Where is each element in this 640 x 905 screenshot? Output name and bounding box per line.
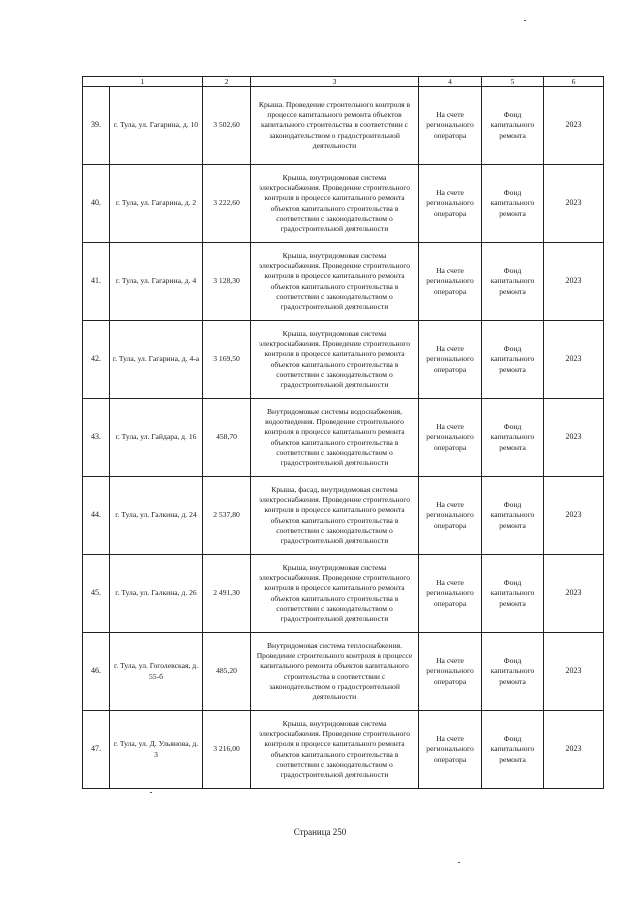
row-area: 458,70 [203, 399, 251, 477]
row-number: 41. [83, 243, 110, 321]
row-works: Крыша, внутридомовая система электроснабжения. Проведение строительного контроля в процессе капитального ремонта объектов капитального строительства в соответствии с законодательством о градостроительной деятельности [251, 165, 419, 243]
row-account: На счете регионального оператора [419, 711, 482, 789]
row-account: На счете регионального оператора [419, 87, 482, 165]
row-account: На счете регионального оператора [419, 555, 482, 633]
row-funding-source: Фонд капитального ремонта [482, 399, 544, 477]
table-row [83, 633, 604, 711]
scan-speck [524, 20, 526, 21]
row-funding-source: Фонд капитального ремонта [482, 165, 544, 243]
row-year: 2023 [544, 243, 604, 321]
row-works: Внутридомовые системы водоснабжения, водоотведения. Проведение строительного контроля в процессе капитального ремонта объектов капитального строительства в соответствии с законодательством о градостроительной деятельности [251, 399, 419, 477]
row-works: Крыша, внутридомовая система электроснабжения. Проведение строительного контроля в процессе капитального ремонта объектов капитального строительства в соответствии с законодательством о градостроительной деятельности [251, 555, 419, 633]
table-row [83, 555, 604, 633]
row-address: г. Тула, ул. Гагарина, д. 4-а [110, 321, 203, 399]
row-account: На счете регионального оператора [419, 243, 482, 321]
row-number: 47. [83, 711, 110, 789]
header-col-5: 5 [482, 77, 544, 87]
row-account: На счете регионального оператора [419, 633, 482, 711]
row-funding-source: Фонд капитального ремонта [482, 711, 544, 789]
row-area: 3 128,30 [203, 243, 251, 321]
row-funding-source: Фонд капитального ремонта [482, 555, 544, 633]
row-funding-source: Фонд капитального ремонта [482, 321, 544, 399]
row-works: Крыша, внутридомовая система электроснабжения. Проведение строительного контроля в процессе капитального ремонта объектов капитального строительства в соответствии с законодательством о градостроительной деятельности [251, 711, 419, 789]
header-col-1: 1 [83, 77, 203, 87]
header-col-6: 6 [544, 77, 604, 87]
row-account: На счете регионального оператора [419, 399, 482, 477]
row-area: 3 169,50 [203, 321, 251, 399]
row-works: Крыша, внутридомовая система электроснабжения. Проведение строительного контроля в процессе капитального ремонта объектов капитального строительства в соответствии с законодательством о градостроительной деятельности [251, 243, 419, 321]
row-number: 44. [83, 477, 110, 555]
row-year: 2023 [544, 87, 604, 165]
row-year: 2023 [544, 711, 604, 789]
table-row [83, 477, 604, 555]
table-row [83, 243, 604, 321]
row-year: 2023 [544, 477, 604, 555]
row-funding-source: Фонд капитального ремонта [482, 477, 544, 555]
page-number: Страница 250 [293, 827, 347, 837]
row-address: г. Тула, ул. Галкина, д. 24 [110, 477, 203, 555]
row-funding-source: Фонд капитального ремонта [482, 243, 544, 321]
row-address: г. Тула, ул. Гагарина, д. 4 [110, 243, 203, 321]
row-year: 2023 [544, 399, 604, 477]
row-address: г. Тула, ул. Галкина, д. 26 [110, 555, 203, 633]
row-account: На счете регионального оператора [419, 477, 482, 555]
row-number: 45. [83, 555, 110, 633]
row-area: 3 216,00 [203, 711, 251, 789]
table-row [83, 165, 604, 243]
row-funding-source: Фонд капитального ремонта [482, 633, 544, 711]
row-year: 2023 [544, 165, 604, 243]
row-address: г. Тула, ул. Гагарина, д. 2 [110, 165, 203, 243]
row-address: г. Тула, ул. Гайдара, д. 16 [110, 399, 203, 477]
row-number: 46. [83, 633, 110, 711]
row-works: Крыша, фасад, внутридомовая система электроснабжения. Проведение строительного контроля в процессе капитального ремонта объектов капитального строительства в соответствии с законодательством о градостроительной деятельности [251, 477, 419, 555]
row-number: 43. [83, 399, 110, 477]
row-year: 2023 [544, 321, 604, 399]
scan-speck [150, 792, 152, 793]
row-works: Крыша. Проведение строительного контроля в процессе капитального ремонта объектов капитального строительства в соответствии с законодательством о градостроительной деятельности [251, 87, 419, 165]
table-row [83, 399, 604, 477]
header-col-3: 3 [251, 77, 419, 87]
row-year: 2023 [544, 633, 604, 711]
row-account: На счете регионального оператора [419, 321, 482, 399]
row-area: 3 222,60 [203, 165, 251, 243]
row-area: 2 537,80 [203, 477, 251, 555]
row-area: 485,20 [203, 633, 251, 711]
row-number: 42. [83, 321, 110, 399]
row-funding-source: Фонд капитального ремонта [482, 87, 544, 165]
row-year: 2023 [544, 555, 604, 633]
row-area: 2 491,30 [203, 555, 251, 633]
table-row [83, 321, 604, 399]
row-account: На счете регионального оператора [419, 165, 482, 243]
table-row [83, 711, 604, 789]
header-row [83, 77, 604, 87]
row-address: г. Тула, ул. Гоголевская, д. 55-б [110, 633, 203, 711]
scan-speck [458, 862, 460, 863]
row-address: г. Тула, ул. Д. Ульянова, д. 3 [110, 711, 203, 789]
row-works: Крыша, внутридомовая система электроснабжения. Проведение строительного контроля в процессе капитального ремонта объектов капитального строительства в соответствии с законодательством о градостроительной деятельности [251, 321, 419, 399]
capital-repair-table [82, 76, 604, 789]
row-area: 3 502,60 [203, 87, 251, 165]
row-works: Внутридомовая система теплоснабжения. Проведение строительного контроля в процессе капитального ремонта объектов капитального строительства в соответствии с законодательством о градостроительной деятельности [251, 633, 419, 711]
table-row [83, 87, 604, 165]
row-number: 40. [83, 165, 110, 243]
row-number: 39. [83, 87, 110, 165]
header-col-4: 4 [419, 77, 482, 87]
row-address: г. Тула, ул. Гагарина, д. 10 [110, 87, 203, 165]
header-col-2: 2 [203, 77, 251, 87]
